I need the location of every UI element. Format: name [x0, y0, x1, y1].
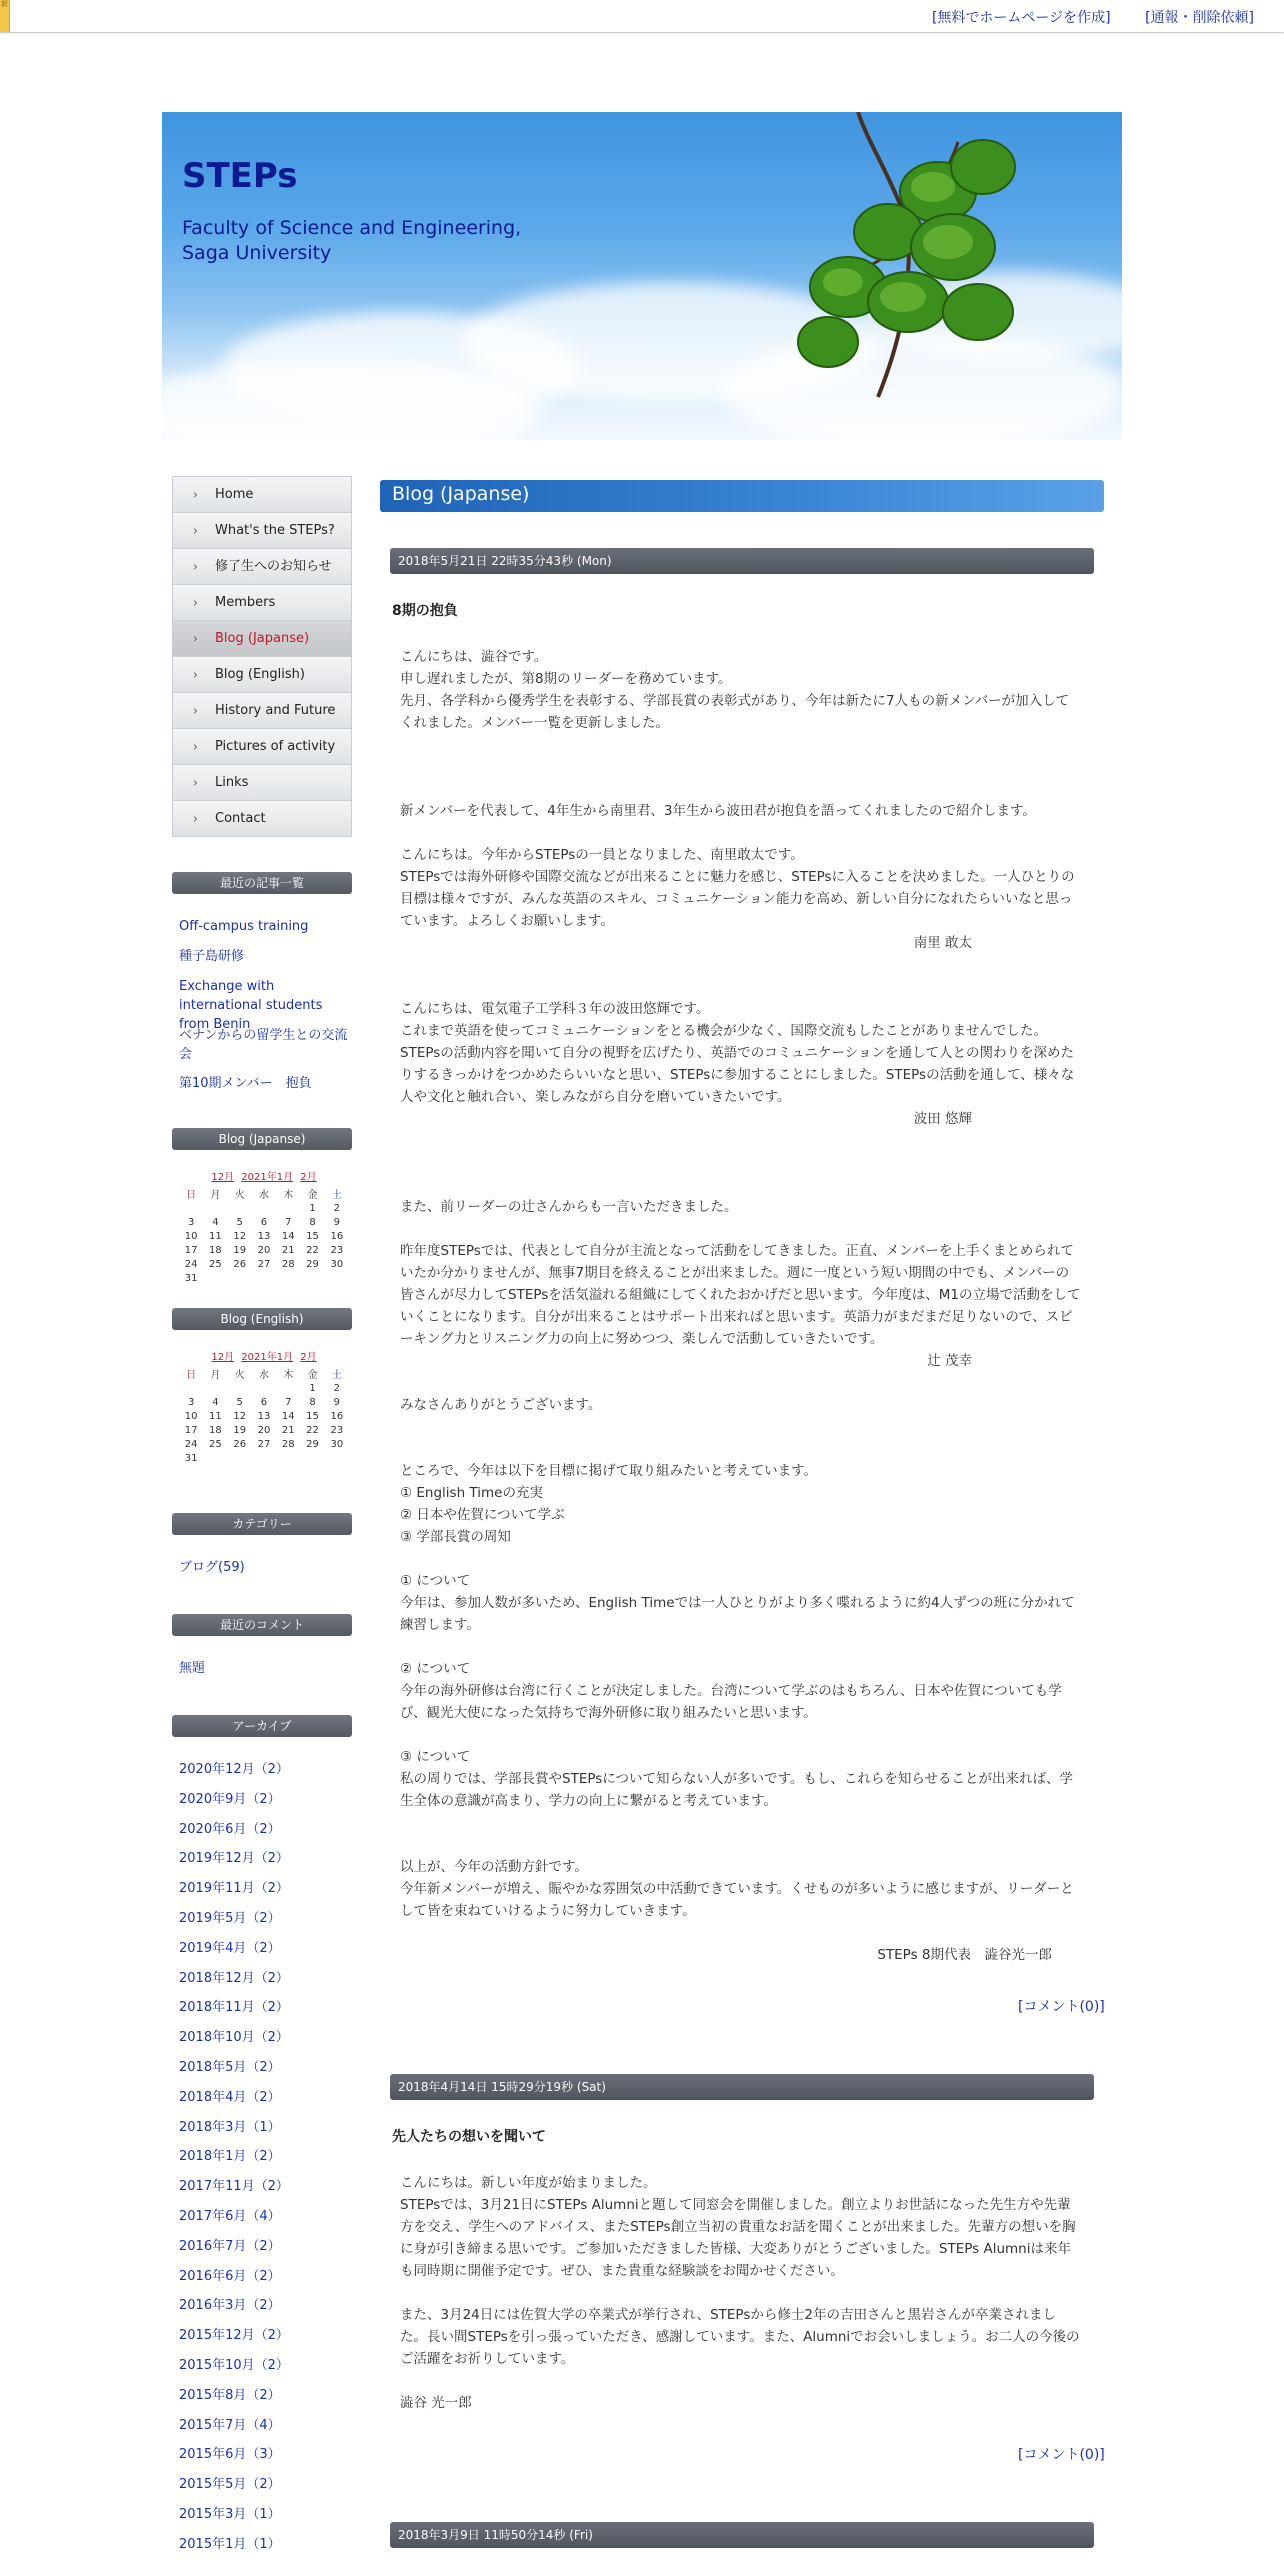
- post-paragraph: ③ について 私の周りでは、学部長賞やSTEPsについて知らない人が多いです。もし、これらを知らせることが出来れば、学生全体の意識が高まり、学力の向上に繋がると考えています。: [400, 1749, 1074, 1809]
- chevron-right-icon: ›: [193, 631, 198, 645]
- archive-link[interactable]: 2018年11月（2）: [179, 2000, 289, 2016]
- calendar-week: 1 2: [309, 1202, 341, 1214]
- nav-item-pictures[interactable]: › Pictures of activity: [172, 729, 352, 765]
- site-header-banner: [162, 112, 1122, 440]
- calendar-japanese: [179, 1168, 349, 1285]
- post-signature: 波田 悠輝: [913, 1111, 972, 1127]
- calendar-week: 17 18 19 20 21 22 23: [184, 1424, 344, 1436]
- post-title[interactable]: 先人たちの想いを聞いて: [392, 2129, 546, 2145]
- archive-link[interactable]: 2018年10月（2）: [179, 2030, 289, 2046]
- archive-link[interactable]: 2015年12月（2）: [179, 2328, 289, 2344]
- archive-link[interactable]: 2016年6月（2）: [179, 2268, 281, 2284]
- calendar-week: 3 4 5 6 7 8 9: [187, 1396, 341, 1408]
- recent-comments-heading: 最近のコメント: [172, 1614, 352, 1636]
- chevron-right-icon: ›: [193, 595, 198, 609]
- calendar-japanese-heading: Blog (Japanse): [172, 1128, 352, 1150]
- post-signature: 辻 茂幸: [927, 1353, 972, 1369]
- sidebar-nav: [172, 476, 352, 837]
- calendar-current-month[interactable]: 2021年1月: [241, 1172, 294, 1183]
- comment-link[interactable]: 無題: [179, 1661, 206, 1676]
- recent-post-link[interactable]: Off-campus training: [179, 919, 309, 934]
- top-links: [902, 7, 1254, 27]
- chevron-right-icon: ›: [193, 739, 198, 753]
- top-bar: [0, 0, 1284, 33]
- archive-link[interactable]: 2020年9月（2）: [179, 1791, 281, 1807]
- post-body: [400, 2172, 1082, 2414]
- archive-link[interactable]: 2018年4月（2）: [179, 2089, 281, 2105]
- post-paragraph: みなさんありがとうございます。: [400, 1397, 602, 1413]
- chevron-right-icon: ›: [193, 523, 198, 537]
- calendar-week: 3 4 5 6 7 8 9: [187, 1216, 341, 1228]
- archive-link[interactable]: 2015年1月（1）: [179, 2536, 281, 2552]
- chevron-right-icon: ›: [193, 487, 198, 501]
- post-paragraph: ところで、今年は以下を目標に掲げて取り組みたいと考えています。 ① English Timeの充実 ② 日本や佐賀について学ぶ ③ 学部長賞の周知: [400, 1463, 818, 1545]
- calendar-next-link[interactable]: 2月: [300, 1352, 317, 1363]
- calendar-english: [179, 1348, 349, 1465]
- calendar-week: 31: [184, 1272, 198, 1284]
- beginner-mark-icon: 新: [0, 0, 10, 32]
- nav-item-graduates-notice[interactable]: › 修了生へのお知らせ: [172, 549, 352, 585]
- post-date-bar: 2018年3月9日 11時50分14秒 (Fri): [390, 2522, 1094, 2548]
- post-paragraph: こんにちは、澁谷です。 申し遅れましたが、第8期のリーダーを務めています。 先月、各学科から優秀学生を表彰する、学部長賞の表彰式があり、今年は新たに7人もの新メンバーが加入してくれました。メンバー一覧を更新しました。: [400, 649, 1070, 731]
- post-paragraph: 新メンバーを代表して、4年生から南里君、3年生から波田君が抱負を語ってくれましたので紹介します。: [400, 803, 1036, 819]
- chevron-right-icon: ›: [193, 775, 198, 789]
- chevron-right-icon: ›: [193, 667, 198, 681]
- archive-link[interactable]: 2015年6月（3）: [179, 2447, 281, 2463]
- calendar-next-link[interactable]: 2月: [300, 1172, 317, 1183]
- site-subtitle: Faculty of Science and Engineering, Saga University: [182, 217, 522, 264]
- archive-link[interactable]: 2017年11月（2）: [179, 2179, 289, 2195]
- calendar-week: 10 11 12 13 14 15 16: [184, 1410, 344, 1422]
- calendar-week: 24 25 26 27 28 29 30: [184, 1438, 344, 1450]
- calendar-weekday-row: 日 月 火 水 木 金 土: [186, 1370, 342, 1381]
- archive-link[interactable]: 2018年1月（2）: [179, 2149, 281, 2165]
- category-heading: カテゴリー: [172, 1513, 352, 1535]
- calendar-week: 24 25 26 27 28 29 30: [184, 1258, 344, 1270]
- archive-link[interactable]: 2017年6月（4）: [179, 2209, 281, 2224]
- chevron-right-icon: ›: [193, 703, 198, 717]
- recent-posts-heading: 最近の記事一覧: [172, 872, 352, 894]
- post-date-bar: 2018年5月21日 22時35分43秒 (Mon): [390, 548, 1094, 574]
- archive-link[interactable]: 2018年5月（2）: [179, 2060, 281, 2075]
- leaves-illustration: [738, 112, 1078, 412]
- archive-link[interactable]: 2015年8月（2）: [179, 2387, 281, 2403]
- archive-link[interactable]: 2016年3月（2）: [179, 2298, 281, 2314]
- post-paragraph: 昨年度STEPsでは、代表として自分が主流となって活動をしてきました。正直、メンバーを上手くまとめられていたか分かりませんが、無事7期目を終えることが出来ました。週に一度という短い期間の中でも、メンバーの皆さんが尽力してSTEPsを活気溢れる組織にしてくれたおかげだと思います。今年度は、M1の立場で活動をしていくことになります。自分が出来ることはサポート出来ればと思います。英語力がまだまだ足りないので、スピーキング力とリスニング力の向上に努めつつ、楽しんで活動していきたいです。: [400, 1243, 1081, 1347]
- archive-link[interactable]: 2015年3月（1）: [179, 2507, 281, 2522]
- post-date-bar: 2018年4月14日 15時29分19秒 (Sat): [390, 2074, 1094, 2100]
- nav-item-contact[interactable]: › Contact: [172, 801, 352, 837]
- post-paragraph: こんにちは、電気電子工学科３年の波田悠輝です。 これまで英語を使ってコミュニケーションをとる機会が少なく、国際交流もしたことがありませんでした。STEPsの活動内容を聞いて自分の視野を広げたり、英語でのコミュニケーションを通して人との関わりを深めたりするきっかけをつかめたらいいなと思い、STEPsに参加することにしました。STEPsの活動を通して、様々な人や文化と触れ合い、楽しみながら自分を磨いていきたいです。: [400, 1001, 1075, 1105]
- post-title[interactable]: 8期の抱負: [392, 603, 458, 619]
- archive-heading: アーカイブ: [172, 1715, 352, 1737]
- calendar-current-month[interactable]: 2021年1月: [241, 1352, 294, 1363]
- comment-count-link[interactable]: [コメント(0)]: [1018, 1999, 1105, 2015]
- post-signature: STEPs 8期代表 澁谷光一郎: [877, 1947, 1052, 1963]
- calendar-week: 17 18 19 20 21 22 23: [184, 1244, 344, 1256]
- post-paragraph: ① について 今年は、参加人数が多いため、English Timeでは一人ひとりがより多く喋れるように約4人ずつの班に分かれて練習します。: [400, 1573, 1075, 1633]
- post-paragraph: 澁谷 光一郎: [400, 2395, 472, 2411]
- archive-link[interactable]: 2015年5月（2）: [179, 2477, 281, 2493]
- category-link[interactable]: ブログ(59): [179, 1560, 245, 1575]
- calendar-weekday-row: 日 月 火 水 木 金 土: [186, 1190, 342, 1201]
- chevron-right-icon: ›: [193, 811, 198, 825]
- nav-item-links[interactable]: › Links: [172, 765, 352, 801]
- post-signature: 南里 敢太: [913, 935, 972, 951]
- page-title: Blog (Japanse): [380, 480, 1104, 512]
- recent-post-link[interactable]: ベナンからの留学生との交流会: [179, 1028, 348, 1062]
- post-paragraph: こんにちは。新しい年度が始まりました。 STEPsでは、3月21日にSTEPs Alumniと題して同窓会を開催しました。創立よりお世話になった先生方や先輩方を交え、学生へのアドバイス、またSTEPs創立当初の貴重なお話を聞くことが出来ました。先輩方の想いを胸に身が引き締まる思いです。ご参加いただきました皆様、大変ありがとうございました。STEPs Alumniは来年も同時期に開催予定です。ぜひ、また貴重な経験談をお聞かせください。: [400, 2175, 1076, 2279]
- recent-post-link[interactable]: 種子島研修: [179, 949, 245, 964]
- nav-item-blog-english[interactable]: › Blog (English): [172, 657, 352, 693]
- nav-item-blog-japanese[interactable]: › Blog (Japanse): [172, 621, 352, 657]
- calendar-prev-link[interactable]: 12月: [211, 1352, 235, 1363]
- calendar-english-heading: Blog (English): [172, 1308, 352, 1330]
- archive-link[interactable]: 2018年12月（2）: [179, 1970, 289, 1986]
- post-paragraph: また、3月24日には佐賀大学の卒業式が挙行され、STEPsから修士2年の吉田さんと黒岩さんが卒業されました。長い間STEPsを引っ張っていただき、感謝しています。また、Alumniでお会いしましょう。お二人の今後のご活躍をお祈りしています。: [400, 2307, 1080, 2367]
- archive-link[interactable]: 2015年10月（2）: [179, 2358, 289, 2373]
- archive-link[interactable]: 2015年7月（4）: [179, 2417, 281, 2433]
- nav-item-whats-steps[interactable]: › What's the STEPs?: [172, 513, 352, 549]
- post-paragraph: また、前リーダーの辻さんからも一言いただきました。: [400, 1199, 738, 1215]
- report-link[interactable]: [通報・削除依頼]: [1145, 10, 1254, 26]
- calendar-week: 10 11 12 13 14 15 16: [184, 1230, 344, 1242]
- post-paragraph: こんにちは。今年からSTEPsの一員となりました、南里敢太です。 STEPsでは海外研修や国際交流などが出来ることに魅力を感じ、STEPsに入ることを決めました。一人ひとりの目標は様々ですが、みんな英語のスキル、コミュニケーション能力を高め、新しい自分になれたらいいなと思っています。よろしくお願いします。: [400, 847, 1075, 929]
- archive-link[interactable]: 2019年12月（2）: [179, 1851, 289, 1867]
- calendar-prev-link[interactable]: 12月: [211, 1172, 235, 1183]
- archive-link[interactable]: 2019年4月（2）: [179, 1940, 281, 1956]
- post-body: [400, 646, 1082, 1966]
- archive-link[interactable]: 2020年6月（2）: [179, 1821, 281, 1837]
- archive-link[interactable]: 2019年11月（2）: [179, 1881, 289, 1897]
- archive-link[interactable]: 2018年3月（1）: [179, 2119, 281, 2135]
- calendar-week: 31: [184, 1452, 198, 1464]
- post-paragraph: 以上が、今年の活動方針です。 今年新メンバーが増え、賑やかな雰囲気の中活動できています。くせものが多いように感じますが、リーダーとして皆を束ねていけるように努力していきます。: [400, 1859, 1074, 1919]
- recent-post-link[interactable]: 第10期メンバー 抱負: [179, 1076, 312, 1091]
- archive-link[interactable]: 2016年7月（2）: [179, 2238, 281, 2254]
- create-homepage-link[interactable]: [無料でホームページを作成]: [931, 10, 1111, 26]
- nav-item-home[interactable]: › Home: [172, 476, 352, 513]
- comment-count-link[interactable]: [コメント(0)]: [1018, 2447, 1105, 2463]
- archive-link[interactable]: 2019年5月（2）: [179, 1911, 281, 1926]
- calendar-week: 1 2: [309, 1382, 341, 1394]
- recent-post-link[interactable]: Exchange with international students from Benin: [179, 979, 323, 1032]
- archive-link[interactable]: 2020年12月（2）: [179, 1762, 289, 1777]
- post-paragraph: ② について 今年の海外研修は台湾に行くことが決定しました。台湾について学ぶのはもちろん、日本や佐賀についても学び、観光大使になった気持ちで海外研修に取り組みたいと思います。: [400, 1661, 1062, 1721]
- nav-item-history[interactable]: › History and Future: [172, 693, 352, 729]
- site-title[interactable]: STEPs: [182, 156, 298, 196]
- chevron-right-icon: ›: [193, 559, 198, 573]
- nav-item-members[interactable]: › Members: [172, 585, 352, 621]
